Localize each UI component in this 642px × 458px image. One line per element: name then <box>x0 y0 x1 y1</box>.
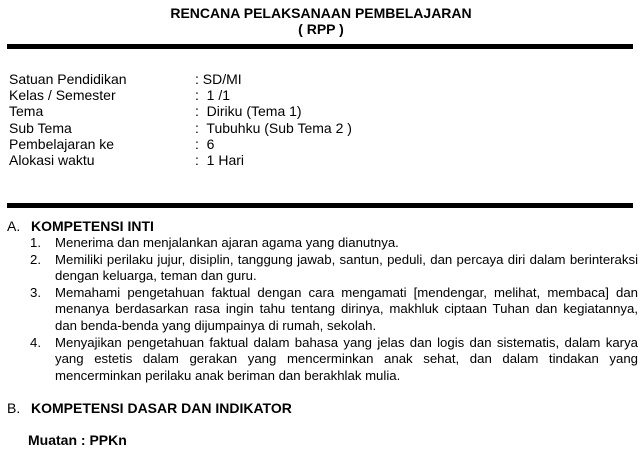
document-subtitle: ( RPP ) <box>298 21 344 37</box>
section-title: KOMPETENSI DASAR DAN INDIKATOR <box>31 400 292 416</box>
identity-label: Tema <box>9 103 44 119</box>
kompetensi-inti-list <box>30 235 638 384</box>
item-text: Memahami pengetahuan faktual dengan cara mengamati [mendengar, melihat, membaca] dan menanya berdasarkan rasa ingin tahu tentang dirinya, makhluk ciptaan Tuhan dan kegiatannya, dan benda-benda yang dijumpainya di rumah, sekolah. <box>55 284 638 333</box>
list-item <box>30 335 638 385</box>
item-number: 1. <box>30 235 41 250</box>
item-number: 2. <box>30 251 41 267</box>
section-letter: B. <box>7 400 21 416</box>
identity-label: Kelas / Semester <box>9 87 116 103</box>
identity-value: : Tubuhku (Sub Tema 2 ) <box>195 120 352 136</box>
section-letter: A. <box>7 218 21 234</box>
identity-label: Satuan Pendidikan <box>9 71 127 87</box>
item-text: Memiliki perilaku jujur, disiplin, tanggung jawab, santun, peduli, dan percaya diri dalam berinteraksi dengan keluarga, teman dan guru. <box>55 251 638 284</box>
identity-value: : Diriku (Tema 1) <box>195 103 302 119</box>
identity-label: Alokasi waktu <box>9 152 95 168</box>
list-item <box>30 252 638 285</box>
section-a-heading <box>7 218 154 235</box>
identity-value: : 1 Hari <box>195 152 245 168</box>
top-rule <box>7 44 633 49</box>
identity-row-subtema <box>9 120 629 136</box>
document-title: RENCANA PELAKSANAAN PEMBELAJARAN <box>170 5 472 21</box>
identity-row-satuan <box>9 71 629 87</box>
item-number: 3. <box>30 284 41 300</box>
identity-row-alokasi <box>9 152 629 168</box>
identity-row-kelas <box>9 87 629 103</box>
identity-value: : 6 <box>195 136 215 152</box>
middle-rule <box>7 203 633 208</box>
identity-value: : 1 /1 <box>195 87 231 103</box>
identity-label: Sub Tema <box>9 120 72 136</box>
muatan-label: Muatan : PPKn <box>28 432 127 448</box>
item-number: 4. <box>30 334 41 350</box>
section-b-heading <box>7 400 292 417</box>
identity-row-pembelajaran <box>9 136 629 152</box>
list-item <box>30 235 638 252</box>
identity-value: : SD/MI <box>195 71 242 87</box>
item-text: Menerima dan menjalankan ajaran agama yang dianutnya. <box>55 235 399 250</box>
item-text: Menyajikan pengetahuan faktual dalam bahasa yang jelas dan logis dan sistematis, dalam karya yang estetis dalam gerakan yang mencerminkan anak sehat, dan dalam tindakan yang mencerminkan perilaku anak beriman dan berakhlak mulia. <box>55 334 638 383</box>
identity-row-tema <box>9 103 629 119</box>
identity-label: Pembelajaran ke <box>9 136 115 152</box>
section-title: KOMPETENSI INTI <box>31 218 154 234</box>
list-item <box>30 285 638 335</box>
